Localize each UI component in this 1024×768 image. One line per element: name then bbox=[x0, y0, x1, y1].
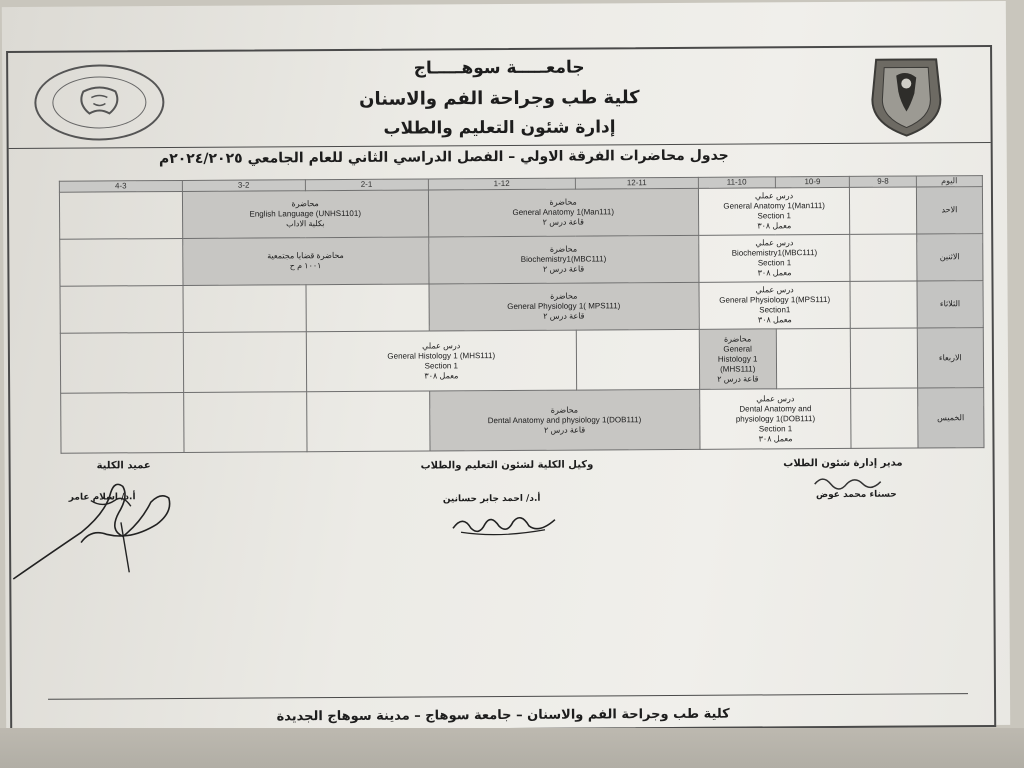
schedule-cell: درس عملي Biochemistry1(MBC111) Section 1 معمل ٣٠٨ bbox=[699, 234, 851, 282]
empty-cell bbox=[59, 191, 182, 239]
student-affairs-manager-name: حسناء محمد عوض bbox=[815, 489, 897, 501]
department-name: إدارة شئون التعليم والطلاب bbox=[383, 117, 616, 139]
document-header bbox=[8, 47, 991, 149]
time-slot: 4-3 bbox=[59, 180, 182, 192]
day-label: الاثنين bbox=[916, 234, 983, 281]
schedule-cell: محاضرة General Physiology 1( MPS111) قاعة درس ٢ bbox=[429, 282, 700, 331]
student-affairs-manager-title: مدير إدارة شئون الطلاب bbox=[783, 457, 903, 470]
empty-cell bbox=[851, 388, 918, 448]
empty-cell bbox=[776, 328, 851, 388]
empty-cell bbox=[850, 234, 917, 281]
dean-name: أ.د/ اسلام عامر bbox=[68, 492, 136, 503]
schedule-table bbox=[59, 175, 985, 454]
schedule-title: جدول محاضرات الفرقة الاولي – الفصل الدراسي الثاني للعام الجامعي ٢٠٢٤/٢٠٢٥م bbox=[158, 147, 729, 168]
time-slot: 9-8 bbox=[850, 176, 916, 187]
time-slot: 12-11 bbox=[575, 177, 698, 189]
schedule-cell: محاضرة Dental Anatomy and physiology 1(DOB111) قاعة درس ٢ bbox=[429, 389, 700, 451]
time-slot: 1-12 bbox=[428, 178, 575, 190]
table-row bbox=[60, 234, 983, 287]
table-row bbox=[61, 388, 984, 454]
schedule-cell: درس عملي Dental Anatomy and physiology 1(DOB111) Section 1 معمل ٣٠٨ bbox=[699, 388, 851, 449]
desk-surface bbox=[0, 728, 1024, 768]
empty-cell bbox=[60, 332, 183, 393]
empty-cell bbox=[61, 392, 184, 453]
day-label: الاربعاء bbox=[917, 328, 984, 388]
empty-cell bbox=[850, 281, 917, 328]
vice-dean-name: أ.د/ احمد جابر حسانين bbox=[442, 493, 541, 505]
vice-dean-title: وكيل الكلية لشئون التعليم والطلاب bbox=[420, 459, 594, 472]
footer-address: كلية طب وجراحة الفم والاسنان – جامعة سوهاج – مدينة سوهاج الجديدة bbox=[276, 706, 730, 725]
time-slot: 11-10 bbox=[698, 177, 775, 188]
signature-area bbox=[11, 457, 994, 613]
schedule-cell: محاضرة English Language (UNHS1101) بكلية الاداب bbox=[182, 190, 428, 238]
table-row bbox=[60, 328, 983, 394]
empty-cell bbox=[60, 285, 183, 333]
vice-dean-signature bbox=[449, 508, 559, 539]
day-label: الثلاثاء bbox=[917, 281, 984, 328]
empty-cell bbox=[183, 285, 306, 333]
empty-cell bbox=[183, 392, 306, 453]
empty-cell bbox=[850, 187, 917, 234]
schedule-cell: درس عملي General Physiology 1(MPS111) Section1 معمل ٣٠٨ bbox=[699, 281, 851, 329]
document-page bbox=[2, 1, 1010, 731]
schedule-cell: محاضرة Biochemistry1(MBC111) قاعة درس ٢ bbox=[428, 235, 699, 284]
empty-cell bbox=[306, 391, 429, 452]
empty-cell bbox=[576, 329, 699, 390]
dean-signature bbox=[11, 472, 182, 583]
footer-divider bbox=[48, 693, 968, 700]
table-row bbox=[60, 281, 983, 334]
university-logo bbox=[866, 53, 947, 137]
empty-cell bbox=[851, 328, 918, 388]
document-frame bbox=[6, 45, 996, 733]
university-name: جامعـــــة سوهـــــاج bbox=[413, 57, 585, 79]
dean-title: عميد الكلية bbox=[96, 460, 151, 472]
day-label: الخميس bbox=[917, 388, 984, 448]
time-slot: 10-9 bbox=[775, 176, 850, 187]
empty-cell bbox=[183, 332, 306, 393]
empty-cell bbox=[306, 284, 429, 332]
time-slot: 2-1 bbox=[305, 179, 428, 191]
schedule-cell: درس عملي General Anatomy 1(Man111) Section 1 معمل ٣٠٨ bbox=[698, 187, 850, 235]
day-label: الاحد bbox=[916, 187, 983, 234]
faculty-name: كلية طب وجراحة الفم والاسنان bbox=[359, 87, 640, 110]
empty-cell bbox=[60, 238, 183, 286]
table-row bbox=[59, 187, 982, 240]
schedule-cell: درس عملي General Histology 1 (MHS111) Section 1 معمل ٣٠٨ bbox=[306, 330, 577, 392]
schedule-cell: محاضرة General Anatomy 1(Man111) قاعة درس ٢ bbox=[428, 188, 699, 237]
schedule-cell: محاضرة قضايا مجتمعية ١٠٠١ م ح bbox=[183, 237, 429, 285]
time-slot: 3-2 bbox=[182, 180, 305, 192]
schedule-cell: محاضرة General Histology 1 (MHS111) قاعة درس ٢ bbox=[699, 329, 776, 389]
day-column-header: اليوم bbox=[916, 176, 982, 187]
